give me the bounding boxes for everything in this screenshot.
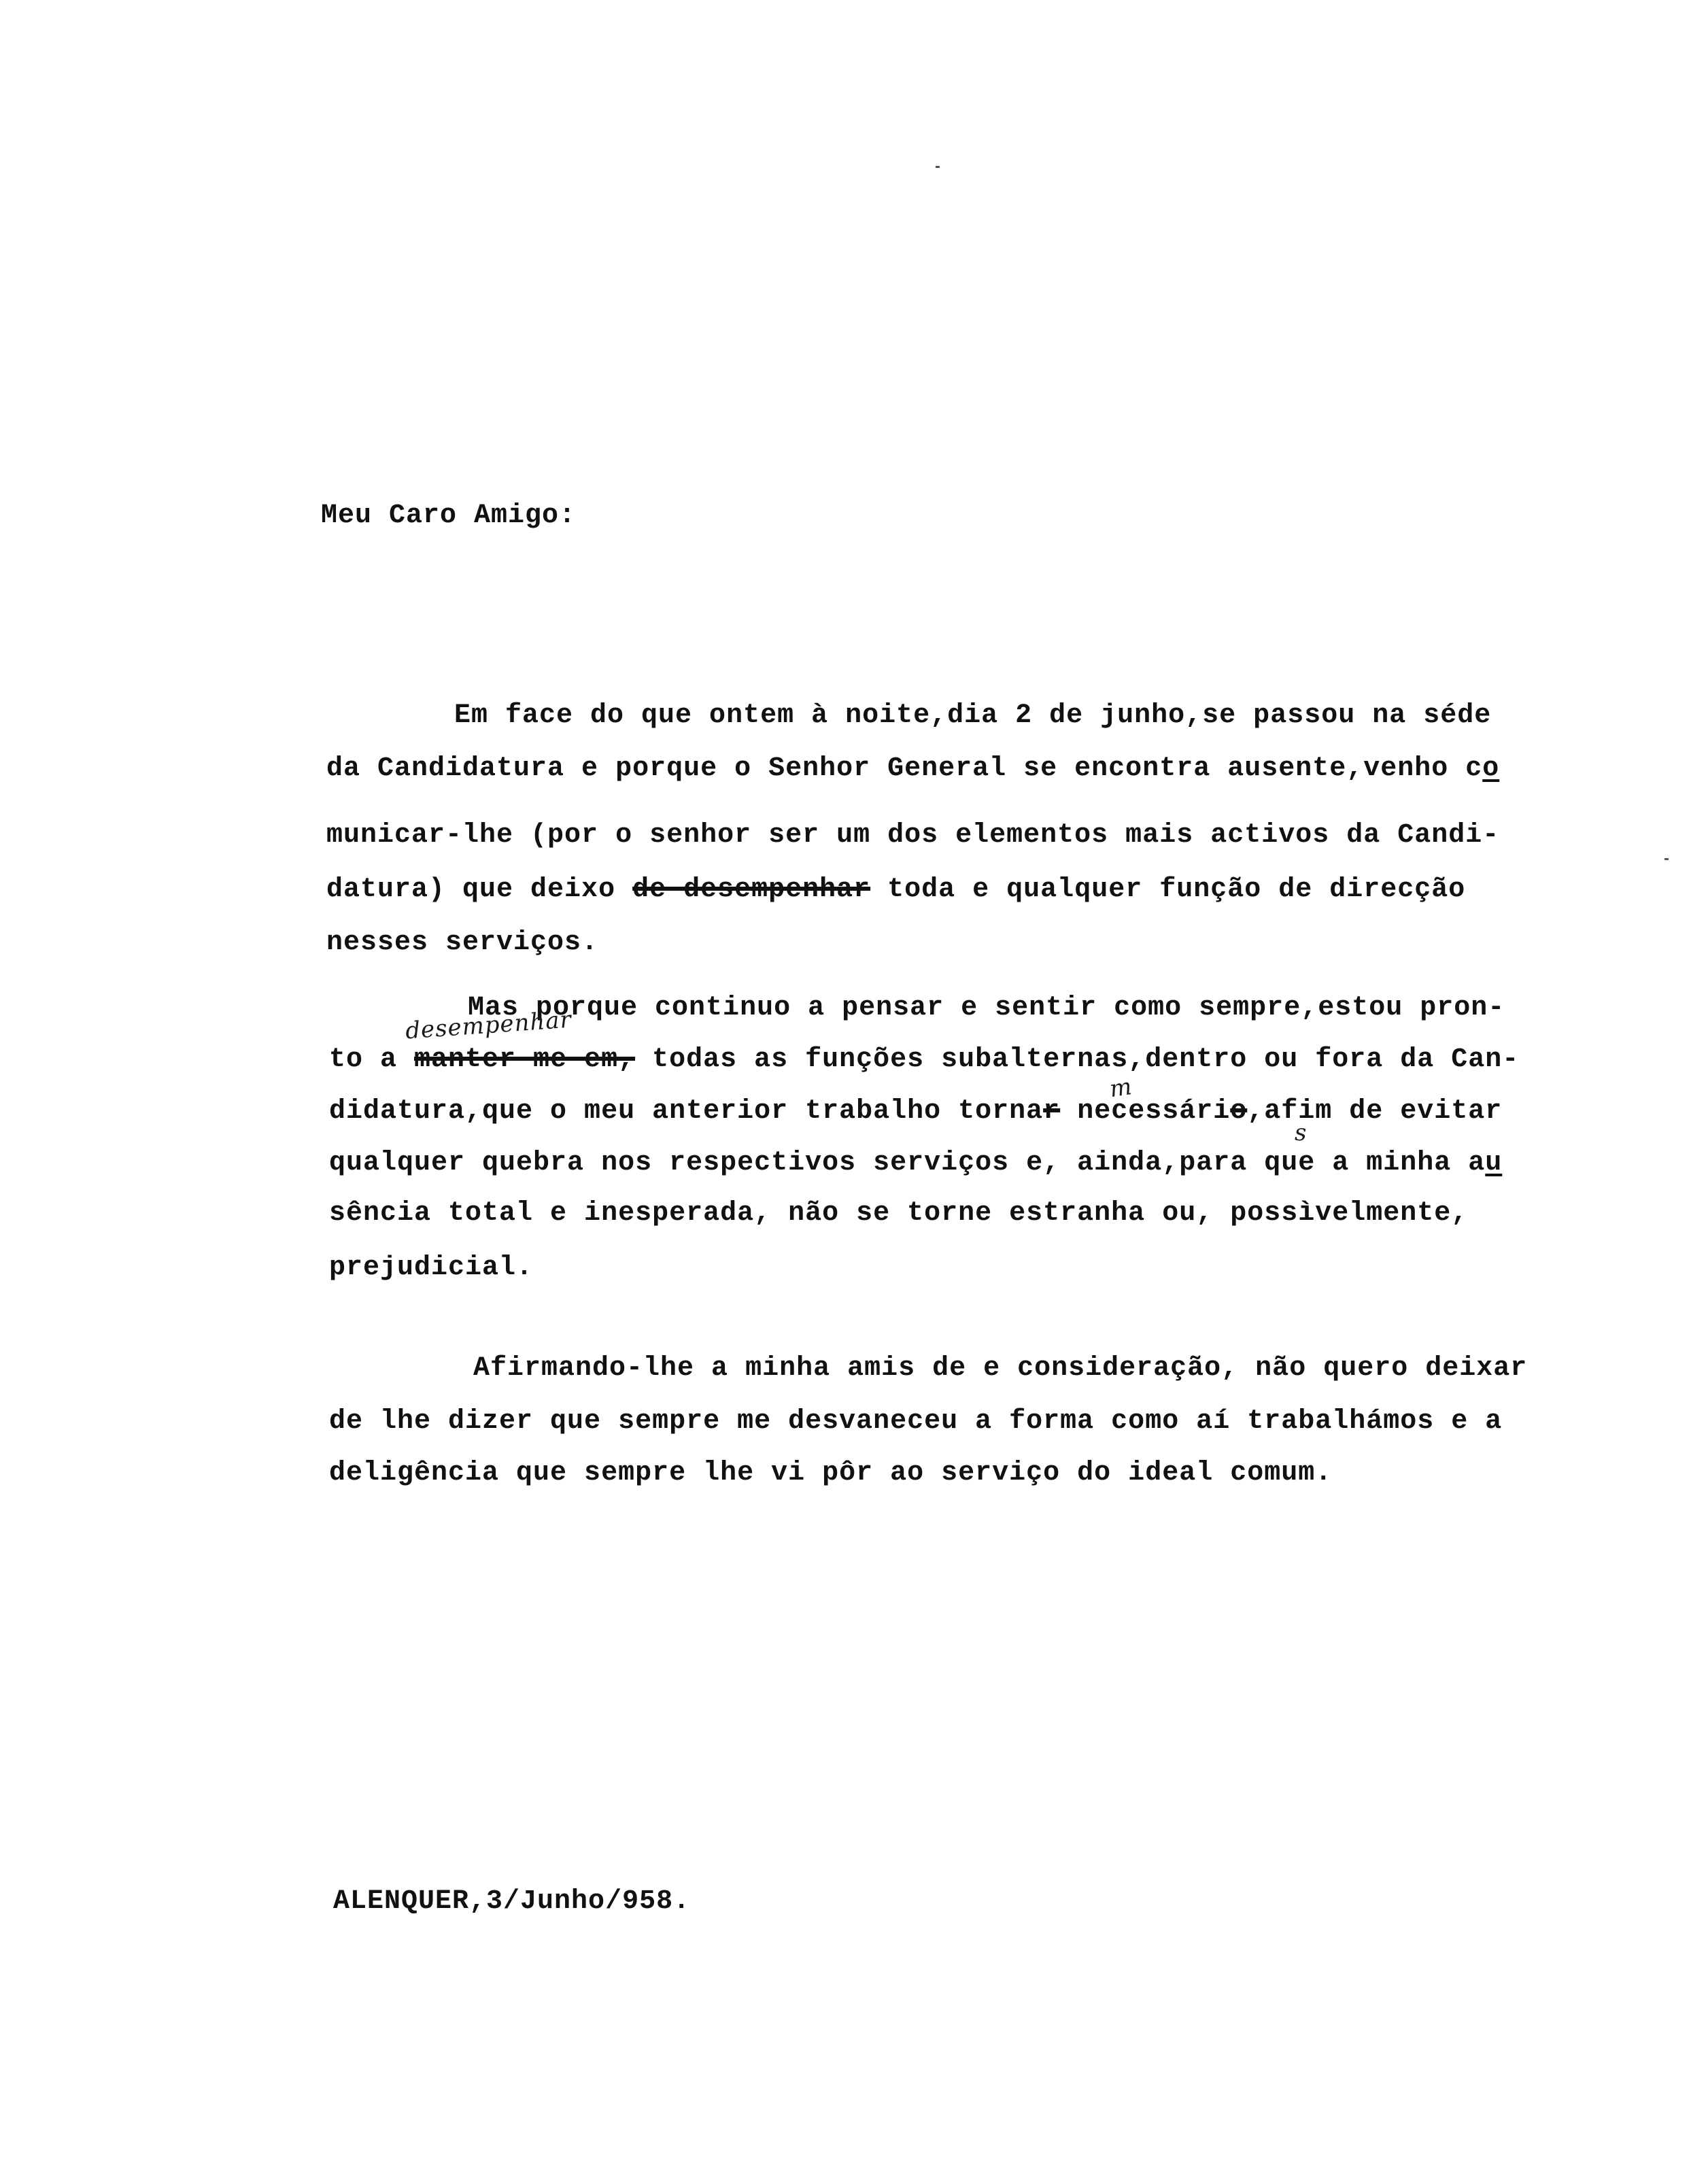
struck-text: manter-me em, xyxy=(414,1044,636,1075)
struck-text: de desempenhar xyxy=(632,874,871,905)
line-text: da Candidatura e porque o Senhor General se encontra ausente,venho c xyxy=(326,753,1483,784)
paragraph-1-line-2 xyxy=(326,753,1499,784)
paragraph-2-line-5: sência total e inesperada, não se torne estranha ou, possìvelmente, xyxy=(329,1198,1469,1229)
paragraph-2-line-2 xyxy=(329,1044,1519,1075)
line-text: todas as funções subalternas,dentro ou fora da Can- xyxy=(635,1044,1520,1075)
paragraph-1-line-3: municar-lhe (por o senhor ser um dos elementos mais activos da Candi- xyxy=(326,820,1500,851)
handwritten-insertion-s: s xyxy=(1295,1119,1308,1146)
struck-text: o xyxy=(1230,1096,1248,1127)
line-text: datura) que deixo xyxy=(326,874,633,905)
line-text: to a xyxy=(329,1044,415,1075)
line-text: necessári xyxy=(1060,1096,1231,1127)
line-text: ,afim de evitar xyxy=(1247,1096,1503,1127)
struck-text: r xyxy=(1043,1096,1061,1127)
line-text: didatura,que o meu anterior trabalho torna xyxy=(329,1096,1044,1127)
line-text: qualquer quebra nos respectivos serviços e, ainda,para que a minha a xyxy=(329,1148,1486,1178)
paragraph-2-line-3 xyxy=(329,1096,1502,1127)
paragraph-1-line-1: Em face do que ontem à noite,dia 2 de junho,se passou na séde xyxy=(454,700,1492,731)
paragraph-2-line-6: prejudicial. xyxy=(329,1252,534,1283)
dateline: ALENQUER,3/Junho/958. xyxy=(333,1886,691,1917)
paragraph-1-line-4 xyxy=(326,874,1465,905)
paragraph-3-line-2: de lhe dizer que sempre me desvaneceu a forma como aí trabalhámos e a xyxy=(329,1406,1503,1437)
salutation: Meu Caro Amigo: xyxy=(321,500,577,531)
underlined-text: o xyxy=(1482,753,1500,784)
line-text: toda e qualquer função de direcção xyxy=(870,874,1466,905)
handwritten-insertion: desempenhar xyxy=(404,1006,573,1045)
paragraph-1-line-5: nesses serviços. xyxy=(326,927,599,958)
scan-speck xyxy=(1664,858,1669,860)
paragraph-3-line-1: Afirmando-lhe a minha amis de e consideração, não quero deixar xyxy=(473,1353,1528,1384)
paragraph-2-line-1: Mas porque continuo a pensar e sentir como sempre,estou pron- xyxy=(468,993,1505,1023)
handwritten-insertion-m: m xyxy=(1108,1072,1134,1104)
paragraph-2-line-4 xyxy=(329,1148,1502,1178)
underlined-text: u xyxy=(1485,1148,1503,1178)
scan-speck xyxy=(936,166,940,168)
paragraph-3-line-3: deligência que sempre lhe vi pôr ao serviço do ideal comum. xyxy=(329,1458,1333,1488)
